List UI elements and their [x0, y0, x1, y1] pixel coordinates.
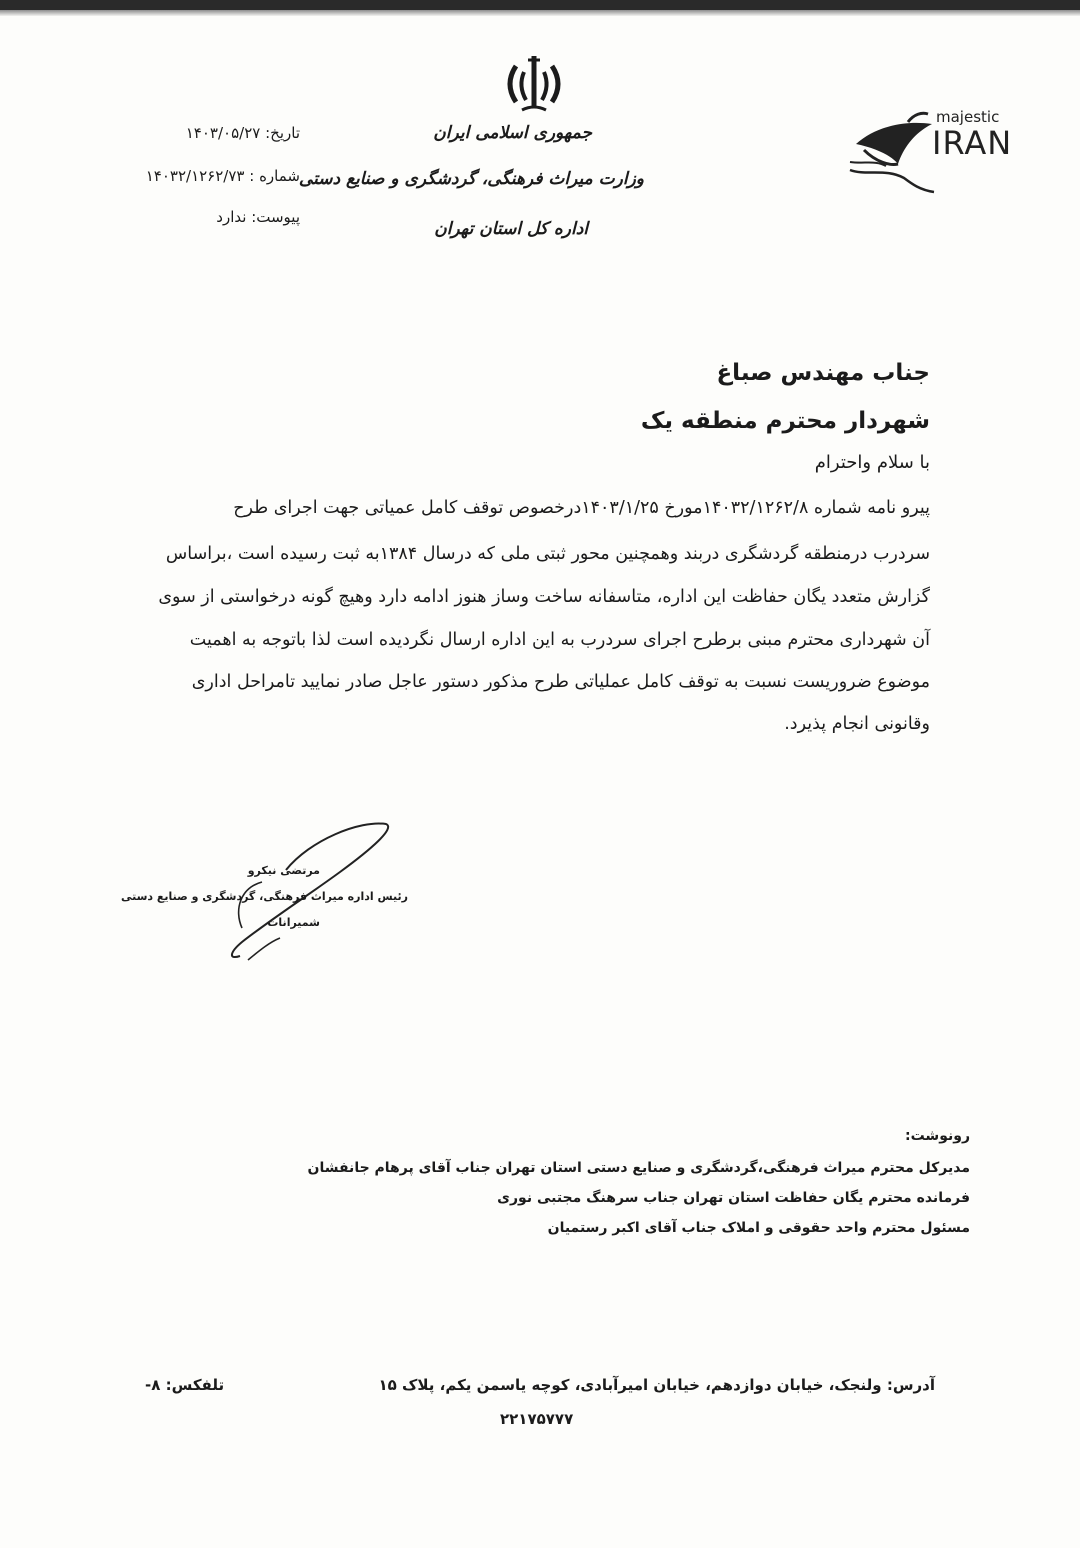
- ministry-line-ministry: وزارت میراث فرهنگی، گردشگری و صنایع دستی: [298, 169, 644, 189]
- scan-top-shadow: [0, 10, 1080, 16]
- body-line: وقانونی انجام پذیرد.: [784, 714, 930, 734]
- logo-word-iran: IRAN: [932, 124, 1013, 162]
- iran-emblem-icon: [502, 52, 566, 116]
- footer-fax: تلفکس: ۸-: [145, 1376, 225, 1394]
- number-label: شماره :: [249, 167, 300, 185]
- cc-item: مدیرکل محترم میراث فرهنگی،گردشگری و صنایع دستی استان تهران جناب آقای پرهام جانفشان: [307, 1160, 970, 1176]
- majestic-iran-logo: [846, 106, 1021, 198]
- cc-label: رونوشت:: [905, 1128, 970, 1144]
- date-value: ۱۴۰۳/۰۵/۲۷: [185, 124, 261, 142]
- attachment-label: پیوست:: [251, 208, 300, 226]
- body-line: سردرب درمنطقه گردشگری دربند وهمچنین محور ثبتی ملی که درسال ۱۳۸۴به ثبت رسیده است ،براساس: [165, 544, 930, 564]
- bird-logo-icon: [846, 106, 936, 198]
- attachment-value: ندارد: [216, 208, 247, 226]
- recipient-name: جناب مهندس صباغ: [716, 360, 930, 386]
- ministry-line-office: اداره کل استان تهران: [434, 219, 588, 239]
- date-row: [186, 124, 300, 142]
- body-line: پیرو نامه شماره ۱۴۰۳۲/۱۲۶۲/۸مورخ ۱۴۰۳/۱/۲۵درخصوص توقف کامل عمیاتی جهت اجرای طرح: [233, 498, 930, 518]
- footer-address: آدرس: ولنجک، خیابان دوازدهم، خیابان امیرآبادی، کوچه یاسمن یکم، پلاک ۱۵: [378, 1376, 935, 1394]
- logo-word-majestic: majestic: [936, 108, 1000, 126]
- greeting: با سلام واحترام: [814, 452, 930, 473]
- body-line: موضوع ضروریست نسبت به توقف کامل عملیاتی طرح مذکور دستور عاجل صادر نمایید تامراحل اداری: [191, 672, 930, 692]
- number-row: [146, 167, 300, 185]
- signatory-name: مرتضی نیکرو: [247, 864, 320, 877]
- ministry-line-country: جمهوری اسلامی ایران: [433, 123, 592, 143]
- body-line: گزارش متعدد یگان حفاظت این اداره، متاسفانه ساخت وساز هنوز ادامه دارد وهیچ گونه درخواستی از سوی: [158, 587, 930, 607]
- recipient-title: شهردار محترم منطقه یک: [640, 408, 930, 434]
- signature-block: [121, 810, 430, 970]
- body-line: آن شهرداری محترم مبنی برطرح اجرای سردرب به این اداره ارسال نگردیده است لذا باتوجه به اهمیت: [189, 630, 930, 650]
- attachment-row: [216, 208, 300, 226]
- scan-top-edge: [0, 0, 1080, 10]
- cc-item: فرمانده محترم یگان حفاظت استان تهران جناب سرهنگ مجتبی نوری: [497, 1190, 970, 1206]
- signatory-place: شمیرانات: [267, 916, 320, 929]
- footer-phone: ۲۲۱۷۵۷۷۷: [500, 1410, 574, 1428]
- signatory-title: رئیس اداره میراث فرهنگی، گردشگری و صنایع دستی: [121, 890, 408, 903]
- number-value: ۱۴۰۳۲/۱۲۶۲/۷۳: [145, 167, 245, 185]
- date-label: تاریخ:: [265, 124, 300, 142]
- cc-item: مسئول محترم واحد حقوقی و املاک جناب آقای اکبر رستمیان: [547, 1220, 970, 1236]
